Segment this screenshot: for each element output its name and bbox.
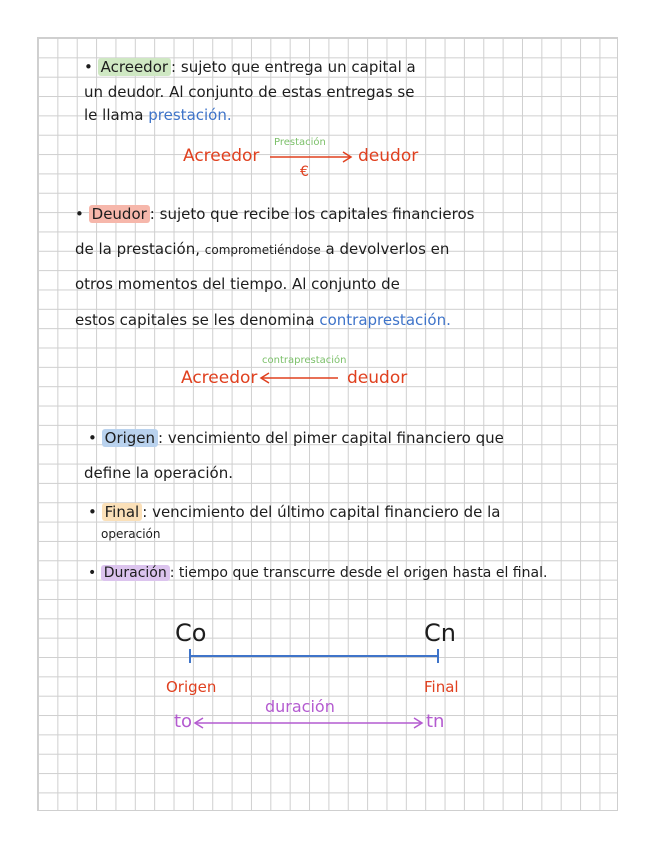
term-origen: Origen (102, 429, 158, 447)
deudor-def-text-2a: de la prestación, (75, 240, 200, 258)
bullet: • (88, 429, 97, 447)
final-def-text-1: vencimiento del último capital financiero de la (152, 503, 501, 521)
diagram1-euro-label: € (300, 164, 309, 180)
acreedor-def-text-3: le llama (84, 106, 144, 124)
bullet: • (84, 58, 93, 76)
acreedor-def-text-1: sujeto que entrega un capital a (180, 58, 416, 76)
term-contraprestacion: contraprestación. (319, 311, 451, 329)
timeline-final-label: Final (424, 678, 459, 696)
diagram1-deudor-label: deudor (358, 146, 419, 166)
bullet: • (88, 565, 97, 581)
deudor-def-text-2c: a devolverlos en (325, 240, 450, 258)
term-prestacion: prestación. (148, 106, 232, 124)
timeline-cn-label: Cn (424, 619, 456, 647)
timeline-t0-label: to (174, 711, 193, 732)
colon: : (158, 429, 164, 447)
term-deudor: Deudor (89, 205, 150, 223)
origen-def-text-2: define la operación. (84, 464, 233, 482)
final-def-text-2: operación (101, 527, 161, 541)
acreedor-def-text-2: un deudor. Al conjunto de estas entregas se (84, 83, 415, 101)
diagram2-contraprestacion-label: contraprestación (262, 355, 347, 366)
colon: : (142, 503, 148, 521)
bullet: • (88, 503, 97, 521)
term-final: Final (102, 503, 143, 521)
diagram1-prestacion-label: Prestación (274, 137, 326, 148)
diagram1-acreedor-label: Acreedor (183, 146, 260, 166)
timeline-origen-label: Origen (166, 678, 217, 696)
deudor-def-text-1: sujeto que recibe los capitales financieros (159, 205, 475, 223)
deudor-def-text-2b: comprometiéndose (204, 243, 321, 257)
bullet: • (75, 205, 84, 223)
deudor-def-text-3: otros momentos del tiempo. Al conjunto de (75, 275, 400, 293)
term-duracion: Duración (101, 565, 170, 581)
diagram2-acreedor-label: Acreedor (181, 368, 258, 388)
colon: : (149, 205, 155, 223)
colon: : (169, 565, 175, 581)
timeline-duracion-label: duración (265, 697, 335, 716)
origen-def-text-1: vencimiento del pimer capital financiero que (167, 429, 504, 447)
deudor-def-text-4: estos capitales se les denomina (75, 311, 315, 329)
timeline-c0-label: Co (175, 619, 207, 647)
timeline-tn-label: tn (426, 711, 445, 732)
diagram2-deudor-label: deudor (347, 368, 408, 388)
colon: : (171, 58, 177, 76)
duracion-def-text-1: tiempo que transcurre desde el origen hasta el final. (178, 565, 548, 581)
term-acreedor: Acreedor (98, 58, 171, 76)
